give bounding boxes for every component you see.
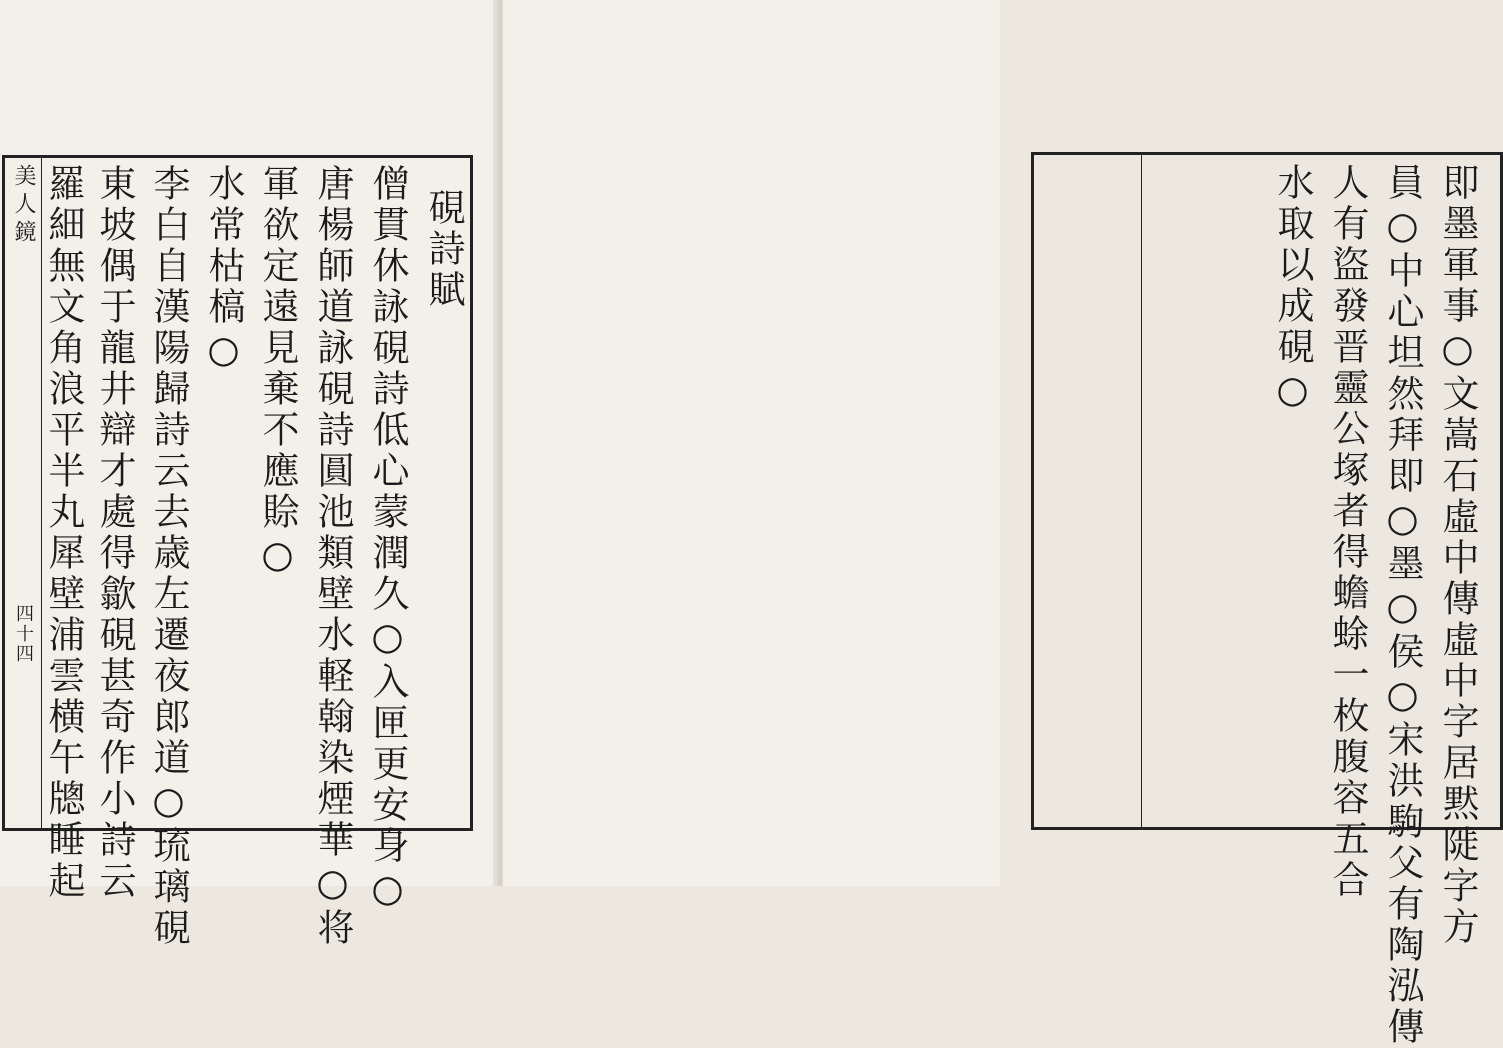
text-column-4: 軍欲定遠見棄不應賒○ [256, 164, 299, 580]
text-column-1: 即墨軍事○文嵩石虛中傳虛中字居黙𨺗字方 [1436, 163, 1479, 948]
text-column-8: 羅細無文角浪平半丸犀壁浦雲横午牕睡起 [42, 164, 85, 902]
text-column-1: 硯詩賦 [422, 188, 465, 311]
text-column-2: 員○中心坦然拜即○墨○侯○宋洪駒父有陶泓傳 [1381, 163, 1424, 1048]
text-column-6: 李白自漢陽歸詩云去歳左遷夜郎道○琉璃硯 [147, 164, 190, 949]
text-column-3: 唐楊師道詠硯詩圓池類壁水軽翰染煙華○将 [311, 164, 354, 949]
page-number: 四十四 [13, 604, 34, 664]
text-column-2: 僧貫休詠硯詩低心蒙潤久○入匣更安身○ [366, 164, 409, 914]
margin-title: 美人鏡 [11, 164, 36, 248]
left-page-frame [2, 155, 473, 949]
margin-rule [1141, 155, 1142, 827]
text-column-5: 水常枯槁○ [202, 164, 245, 375]
right-page-frame [1031, 152, 1503, 1048]
left-page [0, 0, 497, 949]
right-page [503, 0, 1479, 1048]
text-column-4: 水取以成硯○ [1271, 163, 1314, 415]
text-column-7: 東坡偶于龍井辯才處得歙硯甚奇作小詩云 [93, 164, 136, 902]
text-column-3: 人有盜發晋靈公塚者得蟾蜍一枚腹容五合 [1326, 163, 1369, 901]
